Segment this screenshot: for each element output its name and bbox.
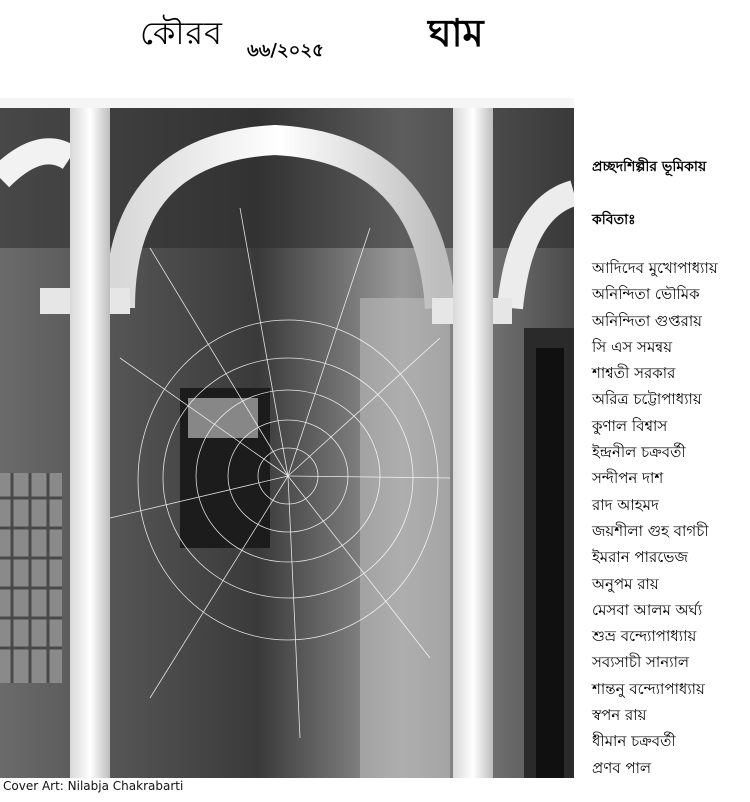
poet-name: সন্দীপন দাশ: [592, 469, 664, 488]
poet-name: ধীমান চক্রবর্তী: [592, 732, 676, 751]
poet-list: [592, 255, 750, 781]
poet-name: কুণাল বিশ্বাস: [592, 416, 668, 435]
poetry-heading: কবিতাঃ: [592, 212, 636, 228]
poet-name: অরিত্র চট্টোপাধ্যায়: [592, 390, 702, 409]
cover-artist-heading: প্রচ্ছদশিল্পীর ভূমিকায়: [592, 159, 707, 175]
poet-name: প্রণব পাল: [592, 758, 652, 777]
magazine-logo: কৌরব: [140, 14, 223, 52]
poet-name: শান্তনু বন্দ্যোপাধ্যায়: [592, 679, 705, 698]
poet-name: শাশ্বতী সরকার: [592, 364, 676, 383]
poet-name: সি এস সমন্বয়: [592, 337, 673, 356]
poet-name: অনুপম রায়: [592, 574, 659, 593]
issue-theme-title: ঘাম: [428, 10, 484, 55]
poet-name: জয়শীলা গুহ বাগচী: [592, 521, 709, 540]
contents-panel: [592, 150, 750, 781]
poet-name: ইমরান পারভেজ: [592, 548, 688, 567]
poet-name: অনিন্দিতা গুপ্তরায়: [592, 311, 703, 330]
cover-photo: [0, 98, 574, 778]
poet-name: আদিদেব মুখোপাধ্যায়: [592, 259, 718, 277]
poet-name: স্বপন রায়: [592, 706, 647, 725]
poet-name: ইন্দ্রনীল চক্রবর্তী: [592, 443, 686, 462]
poet-name: রাদ আহমদ: [592, 495, 659, 514]
poet-name: মেসবা আলম অর্ঘ্য: [592, 600, 703, 619]
cover-credit: Cover Art: Nilabja Chakrabarti: [3, 779, 184, 793]
poet-name: শুভ্র বন্দ্যোপাধ্যায়: [592, 627, 697, 646]
poet-name: অনিন্দিতা ভৌমিক: [592, 285, 700, 304]
poet-name: সব্যসাচী সান্যাল: [592, 653, 690, 672]
issue-number: ৬৬/২০২৫: [247, 40, 324, 61]
